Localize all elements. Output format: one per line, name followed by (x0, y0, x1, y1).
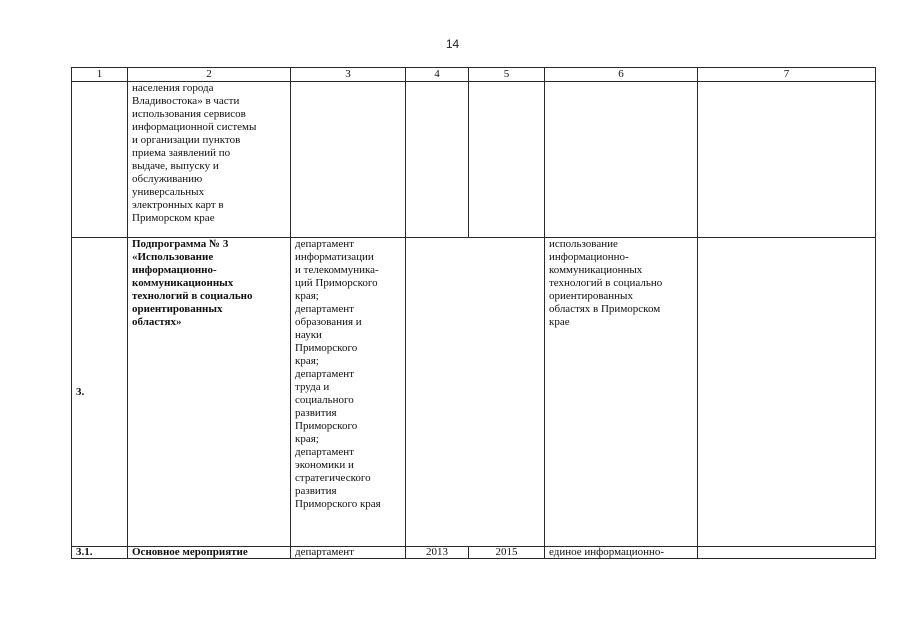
row3-notes-cell (698, 547, 876, 559)
row3-executor-cell: департамент (291, 547, 406, 559)
row1-end-cell (469, 82, 545, 238)
row2-notes-cell (698, 238, 876, 547)
row2-name-text: Подпрограмма № 3 «Использование информационно- коммуникационных технологий в социально ориентированных областях» (132, 238, 253, 328)
row2-result-text: использование информационно- коммуникационных технологий в социально ориентированных областях в Приморском крае (549, 238, 663, 328)
row1-start-cell (406, 82, 469, 238)
row2-period-cell (406, 238, 545, 547)
header-col-4: 4 (406, 68, 469, 82)
row1-notes-cell (698, 82, 876, 238)
row2-result-cell (545, 238, 698, 547)
row2-executor-cell (291, 238, 406, 547)
program-table (71, 67, 876, 559)
row2-name-cell (128, 238, 291, 547)
row3-name-cell: Основное мероприятие (128, 547, 291, 559)
row2-executor-text: департамент информатизации и телекоммуника- ций Приморского края; департамент образования и науки Приморского края; департамент труда и социального развития Приморского края; департамент экономики и стратегического развития Приморского края (295, 238, 381, 510)
header-col-2: 2 (128, 68, 291, 82)
row3-number-cell: 3.1. (72, 547, 128, 559)
header-col-7: 7 (698, 68, 876, 82)
header-col-1: 1 (72, 68, 128, 82)
table-row (72, 547, 876, 559)
row2-number-cell: 3. (72, 238, 128, 547)
row3-result-cell: единое информационно- (545, 547, 698, 559)
row1-executor-cell (291, 82, 406, 238)
header-row (72, 68, 876, 82)
row3-end-cell: 2015 (469, 547, 545, 559)
row3-start-cell: 2013 (406, 547, 469, 559)
row1-number-cell (72, 82, 128, 238)
row1-name-text: населения города Владивостока» в части использования сервисов информационной системы и организации пунктов приема заявлений по выдаче, выпуску и обслуживанию универсальных электронных карт в Приморском крае (132, 82, 257, 224)
header-col-3: 3 (291, 68, 406, 82)
header-col-5: 5 (469, 68, 545, 82)
table-row (72, 238, 876, 547)
row1-result-cell (545, 82, 698, 238)
page-number: 14 (445, 37, 460, 51)
row1-name-cell (128, 82, 291, 238)
table-row (72, 82, 876, 238)
header-col-6: 6 (545, 68, 698, 82)
